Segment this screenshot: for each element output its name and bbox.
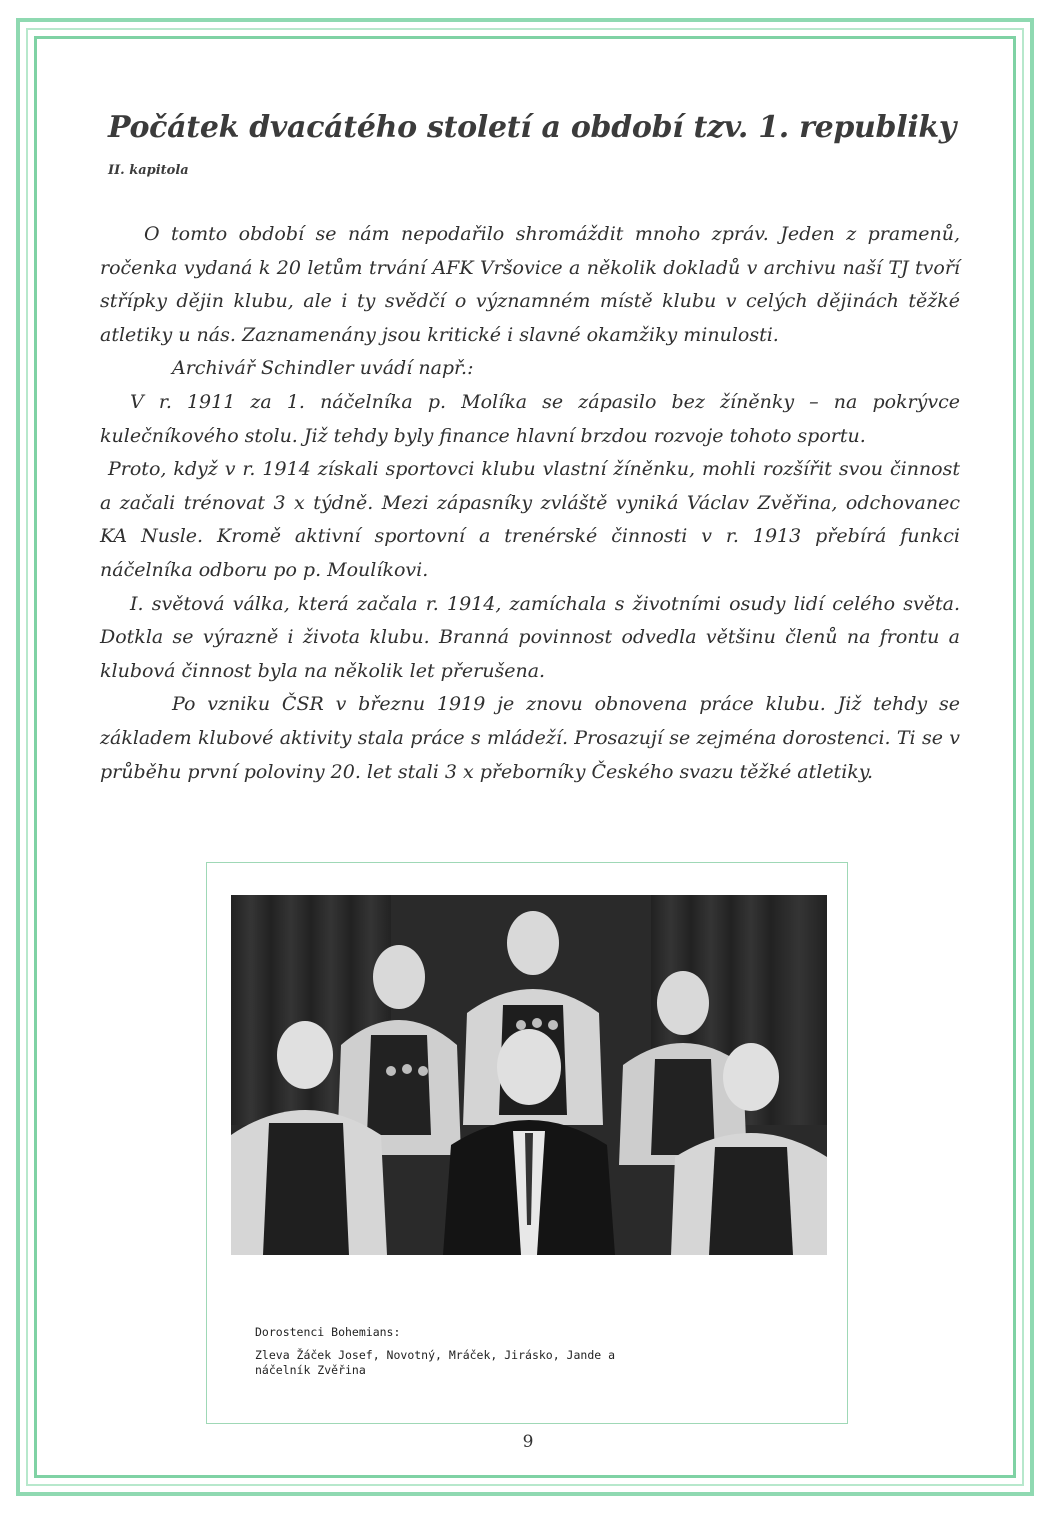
photo-caption (255, 1325, 835, 1378)
chapter-subtitle: II. kapitola (108, 163, 189, 178)
caption-line: náčelník Zvěřina (255, 1363, 366, 1377)
page-number: 9 (522, 1432, 534, 1452)
paragraph: Po vzniku ČSR v březnu 1919 je znovu obnovena práce klubu. Již tehdy se základem klubové aktivity stala práce s mládeží. Prosazují se zejména dorostenci. Ti se v průběhu první poloviny 20. let stali 3 x přeborníky Českého svazu těžké atletiky. (100, 693, 960, 783)
caption-title: Dorostenci Bohemians: (255, 1325, 401, 1339)
chapter-body (100, 218, 960, 789)
paragraph: O tomto období se nám nepodařilo shromáždit mnoho zpráv. Jeden z pramenů, ročenka vydaná k 20 letům trvání AFK Vršovice a několik dokladů v archivu naší TJ tvoří střípky dějin klubu, ale i ty svědčí o významném místě klubu v celých dějinách těžké atletiky u nás. Zaznamenány jsou kritické i slavné okamžiky minulosti. (100, 223, 960, 346)
paragraph: Proto, když v r. 1914 získali sportovci klubu vlastní žíněnku, mohli rozšířit svou činnost a začali trénovat 3 x týdně. Mezi zápasníky zvláště vyniká Václav Zvěřina, odchovanec KA Nusle. Kromě aktivní sportovní a trenérské činnosti v r. 1913 přebírá funkci náčelníka odboru po p. Moulíkovi. (100, 458, 960, 581)
paragraph: Archivář Schindler uvádí např.: (172, 357, 474, 380)
paragraph: I. světová válka, která začala r. 1914, zamíchala s životními osudy lidí celého světa. Dotkla se výrazně i života klubu. Branná povinnost odvedla většinu členů na frontu a klubová činnost byla na několik let přerušena. (100, 592, 960, 682)
team-photo (231, 895, 827, 1255)
caption-line: Zleva Žáček Josef, Novotný, Mráček, Jirásko, Jande a (255, 1348, 616, 1362)
paragraph: V r. 1911 za 1. náčelníka p. Molíka se zápasilo bez žíněnky – na pokrývce kulečníkového stolu. Již tehdy byly finance hlavní brzdou rozvoje tohoto sportu. (100, 390, 960, 447)
photo-card (206, 862, 848, 1424)
chapter-title: Počátek dvacátého století a období tzv. 1. republiky (108, 110, 957, 145)
